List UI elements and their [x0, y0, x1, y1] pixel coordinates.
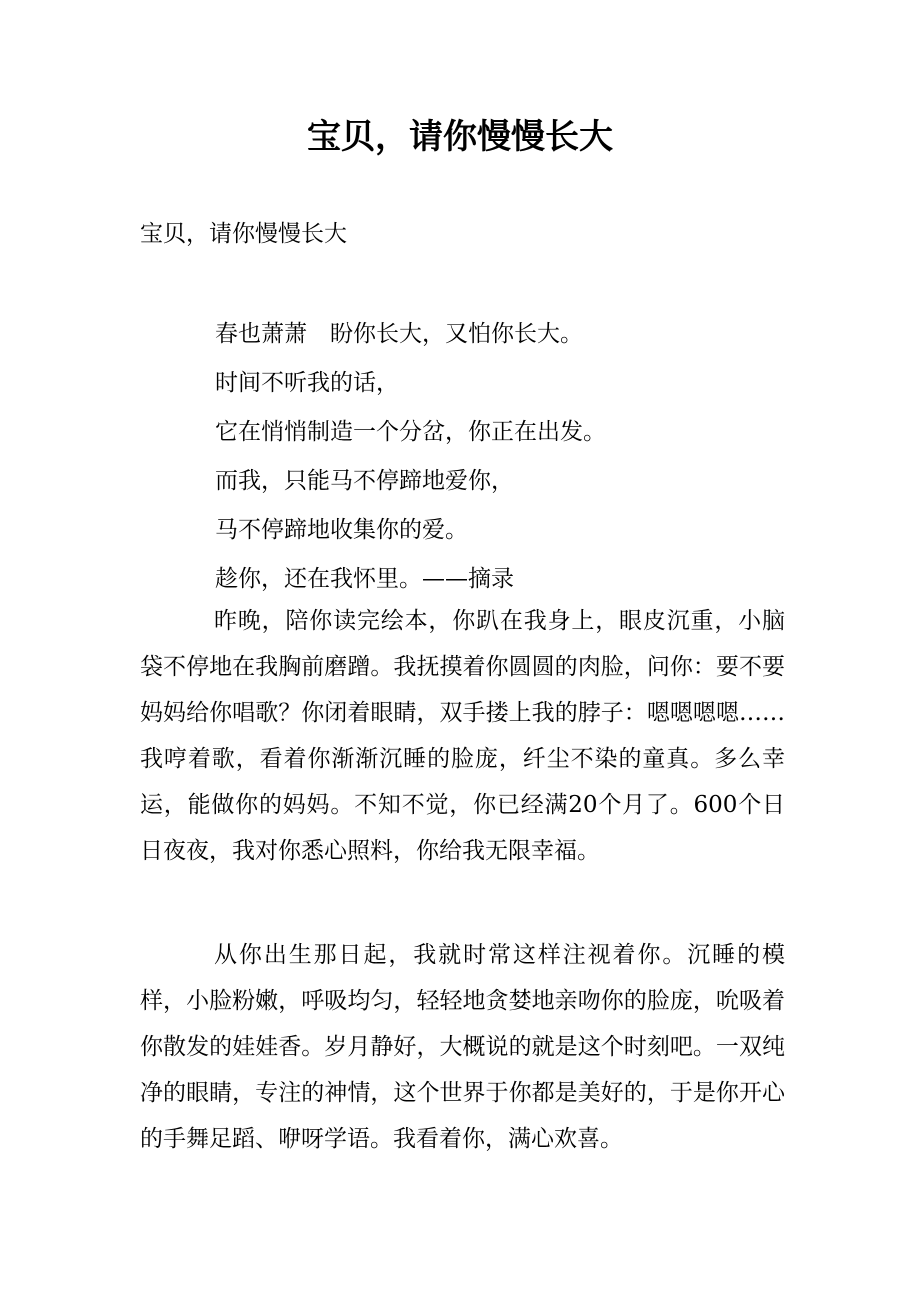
- body-paragraph-1-container: [140, 598, 785, 874]
- body-paragraph: 从你出生那日起，我就时常这样注视着你。沉睡的模样，小脸粉嫩，呼吸均匀，轻轻地贪婪地亲吻你的脸庞，吮吸着你散发的娃娃香。岁月静好，大概说的就是这个时刻吧。一双纯净的眼睛，专注的神情，这个世界于你都是美好的，于是你开心的手舞足蹈、咿呀学语。我看着你，满心欢喜。: [140, 942, 785, 1152]
- poem-line: 马不停蹄地收集你的爱。: [215, 517, 468, 543]
- poem-line: 它在悄悄制造一个分岔，你正在出发。: [215, 419, 606, 445]
- poem-line: 而我，只能马不停蹄地爱你，: [215, 468, 514, 494]
- body-paragraph-2-container: [140, 932, 785, 1162]
- poem-line: 趁你，还在我怀里。——摘录: [215, 566, 514, 592]
- poem-excerpt: [215, 310, 815, 604]
- document-subtitle: 宝贝，请你慢慢长大: [140, 221, 347, 247]
- document-title: 宝贝，请你慢慢长大: [307, 117, 613, 157]
- poem-line: 春也萧萧 盼你长大，又怕你长大。: [215, 321, 583, 347]
- body-paragraph: 昨晚，陪你读完绘本，你趴在我身上，眼皮沉重，小脑袋不停地在我胸前磨蹭。我抚摸着你圆圆的肉脸，问你：要不要妈妈给你唱歌？你闭着眼睛，双手搂上我的脖子：嗯嗯嗯嗯……我哼着歌，看着你渐渐沉睡的脸庞，纤尘不染的童真。多么幸运，能做你的妈妈。不知不觉，你已经满20个月了。600个日日夜夜，我对你悉心照料，你给我无限幸福。: [140, 608, 785, 864]
- poem-line: 时间不听我的话，: [215, 370, 399, 396]
